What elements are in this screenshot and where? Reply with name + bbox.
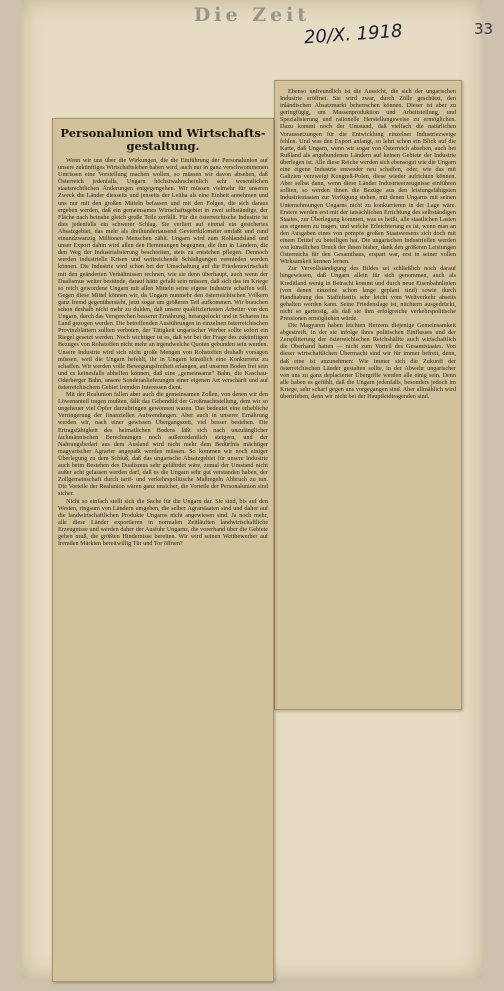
clipping-right-column bbox=[274, 80, 462, 710]
left-column-text bbox=[58, 157, 268, 547]
page-number: 33 bbox=[474, 20, 494, 38]
paragraph: Wenn wir uns über die Wirkungen, die die Einführung der Personalunion auf unsere zukünftiges Wirtschaftsleben haben wird, auch nur in ganz verschwommenen Umrissen eine Vorstellung machen wollen, so müssen wir davon absehen, daß Österreich jedenfalls, Ungarn höchstwahrscheinlich sehr wesentlichen staatsrechtlichen Änderungen entgegengehen. Wir müssen vielmehr für unseren Zweck die Länder diesseits und jenseits der Leitha als eine Einheit annehmen und uns nur mit den großen Mitteln befassen und mit den Folgen, die sich daraus ergeben werden, daß ein gemeinsames Wirtschaftsgebiet in zwei selbständige, der Fläche nach beinahe gleich große Teile zerfällt. Für die österreichische Industrie ist dies jedenfalls ein schwerer Schlag. Sie verliert auf einmal ein gesichertes Absatzgebiet, das mehr als dreihundertausend Geviertkilometer umfaßt und rund einundzwanzig Millionen Menschen zählt. Ungarn wird zum Rohlandsland und unser Export dahin wird allen den Hemmungen begegnen, die ihm in Ländern, die den Weg der Industrialisierung beschreiten, stets zu entstehen pflegen. Dennoch werden industrielle Krisen und weitreichende Schädigungen vermieden werden können. Die Industrie wird schon bei der Umschaltung auf die Friedenswirtschaft mit den geänderten Verhältnissen rechnen, wie sie denn überhaupt, auch wenn der Dualismus weiter bestünde, darauf hätte gefaßt sein müssen, daß sich das im Kriege so reich gewordene Ungarn mit allen Mitteln seine eigene Industrie schaffen will. Gegen diese Mittel können wir, da Ungarn nunmehr den österreichischen Völkern ganz fremd gegenübersteht, jetzt sogar um größeren Teil aufkommen. Wir brauchen schon deshalb nicht mehr zu dulden, daß unsere qualifiziertesten Arbeiter von den Ungarn, durch das Versprechen besserer Ernährung, herangelockt und in Scharen ins Land gezogen werden. Die betreffenden Ausführungen in einzelnen österreichischen Provinzblättern sollten verboten, der Tätigkeit ungarischer Werber sollte sofort ein Riegel gesetzt werden. Noch wichtiger ist es, daß wir bei der Frage des zukünftigen Bezuges von Rohstoffen nicht mehr an irgendwelche Quoten gebunden sein werden. Unsere Industrie wird sich nicht große Mengen von Rohstoffen deshalb vorsagen müssen, weil die Ungarn befehlt, ihr in Ungarn künstlich eine Konkurrenz zu schaffen. Wir werden volle Bewegungsfreiheit erlangen, auf unseren Boden frei sein und es keinesfalls abhelfen können, daß eine „gemeinsame“ Bahn, die Kaschau-Oderberger Bahn, unsere Sonderanlieferungen einer eigenen Art verschärft und auf österreichischem Gebiet fremden Interessen dient. bbox=[58, 157, 268, 391]
paragraph: Mit der Realunion fallen aber auch die gemeinsamen Zollen, von denen wir den Löwenanteil tragen mußten, fällt das Gebendild der Großmachtstellung, dem wir so ungeheuer viel Opfer darzubringen gewonnen waren. Das bedeutet eine erhebliche Verringerung der finanziellen Aufwendungen. Aber auch in unserer Ernährung werden wir, nach einer gewissen Übergangszeit, viel besser bestehen. Die Ertragsfähigkeit des heimatlichen Bodens läßt sich nach unzulänglicher fachmännischen Berechnungen noch außerordentlich steigern, und der Nahrungsbedarf aus dem Ausland wird nicht mehr dem Bedürfnis mächtiger magyarischer Agrarier angepaßt werden müssen. So kommen wir noch einiger Überlegung zu dem Schluß, daß das ungarische Absatzgebiet für unsere Industrie auch beim Bestehen des Dualismus sehr gefährdet wäre, zumal der Umstand nicht außer acht gelassen werden darf, daß es die Ungarn sehr gut verstanden haben, der Zollgemeinschaft durch tarif- und verkehrspolitische Maßregeln Abbruch zu tun. Die Vorteile der Realunion wären ganz unsicher, die Vorteile der Personalunion sind sicher. bbox=[58, 391, 268, 498]
article-headline: Personalunion und Wirtschafts-gestaltung. bbox=[60, 126, 266, 153]
clipping-left-column bbox=[52, 118, 274, 982]
paragraph: Ebenso unfreundlich ist die Aussicht, die sich der ungarischen Industrie eröffnet. Sie wird zwar, durch Zölle geschützt, den inländischen Absatzmarkt beherrschen können. Dieser ist aber zu geringfügig, um Massenproduktion und Arbeitsteilung, und Spezialisierung und rationelle Herstellungsweise zu ermöglichen. Dazu kommt noch der Umstand, daß vielfach die natürlichen Voraussetzungen für die Entwicklung einzelner Industriezweige fehlen. Und was den Export anlangt, so lehrt schon ein Blick auf die Karte, daß Ungarn, wenn wir sogar von Österreich absehen, auch bei Rußland als angebundenen Ländern auf keinen Gebiete der Industrie überlegen ist. Alle diese Reiche werden sich ebensogut wie die Ungarn eine eigene Industrie entweder neu schaffen, oder, wie das mit Galizien verzweigt Kongreß-Polen, diese wieder aufrichten können. Aber selbst dann, wenn diese Länder Industrieerzeugnisse einführen sollten, so werden ihnen die Bezüge aus den leistungsfähigsten Industriestaaten zur Verfügung stehen, mit denen Ungarns mit seinen Unternehmungen Ungarns nicht zu konkurrieren in der Lage wäre. Erstere werden erst mit der tatsächlichen Errichtung des selbständigen Staates, zur Überlegung kommen, was es heißt, alle staatlichen Lasten aus eigenem zu tragen, und welche Erleichterung es ist, wenn man an den Ausgaben eines von pompös großen Staatswesens sich doch mit einem Drittel zu beteiligen hat. Die ungarischen Industriellen werden von künstlichen Druck der ihnen bisher, dank den größeren Leistungen Österreichs für den Gesamthaus, erspart war, erst in seiner vollen Wirksamkeit kennen lernen. bbox=[280, 88, 456, 266]
handwritten-date: 20/X. 1918 bbox=[303, 20, 404, 49]
right-column-text bbox=[280, 88, 456, 400]
paragraph: Die Magyaren haben leichten Herzens diejenige Gemeinsamkeit abgestreift, in der sie infolge ihres politischen Einflusses und der Zersplitterung der österreichischen Reichshälfte auch wirtschaftlich die Oberhand hatten — nicht zum Vorteil des Gesamtstaates. Von dieser wirtschaftlichen Übermacht sind wir für immer befreit, denn, daß eine ist anzunehmen: Wie immer sich die Zukunft der österreichischen Länder gestalten sollte, in der Abwehr ungarischer von uns zu ganz deplacierter Übergriffe werden alle einig sein. Denn alle haben es gefühlt, daß die Ungarn jedenfalls, besonders jedoch im Kriege, sehr scharf gegen uns vorgegangen sind. Aber allmählich wird übertrieben, denn wir nicht bei der Hauptleidtragenden sind. bbox=[280, 322, 456, 401]
masthead-title: Die Zeit bbox=[193, 4, 311, 26]
paragraph: Nicht so einfach stellt sich die Sache für die Ungarn dar. Sie sind, bis auf den Westen, ringsum von Ländern umgeben, die selber Agrarstaaten sind und daher auf die landwirtschaftlichen Produkte Ungarns nicht angewiesen sind. Ja noch mehr, alle diese Länder exportieren in normalen Zeitläuften landwirtschaftliche Erzeugnisse und werden daher der Ausfuhr Ungarns, die vorerhand über die Gebiete gehen muß, die größten Hindernisse bereiten. Wir wird seinen Wettbewerber auf fremden Märkten bereitwillig Tür und Tor öffnen? bbox=[58, 497, 268, 548]
paragraph: Zur Vervollständigung des Bildes sei schließlich noch darauf hingewiesen, daß Ungarn allein für sich genommen, auch als Kreditland wenig in Betracht kommt und durch neue Eisenbahnlinien (von denen einzelne schon lange geplant sind) sowie durch Handhabung des Staffeltarifs sehr leicht vom Weltverkehr abseits gehalten werden kann. Seine Friedenslage ist, nüchtern ausgedrückt, nicht so gartrosig, als daß sie ihm erfolgreiche verkehrspolitische Pressionen ermöglichen würde. bbox=[280, 265, 456, 322]
